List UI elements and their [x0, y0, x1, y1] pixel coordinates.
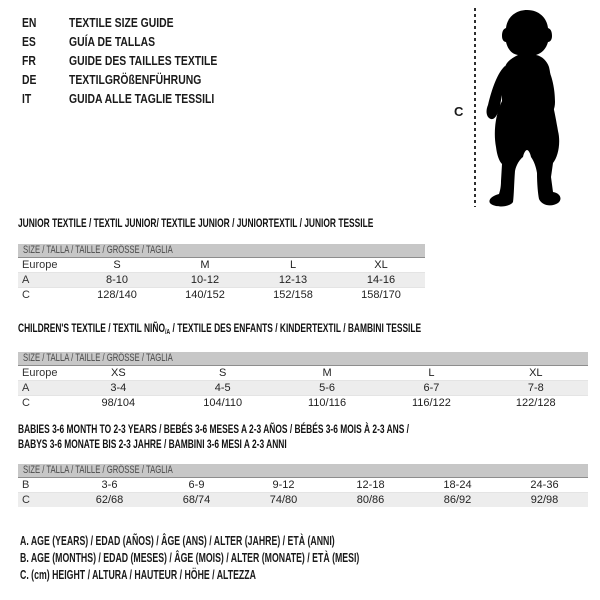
size-cell: L	[249, 258, 337, 273]
language-code: FR	[22, 53, 36, 68]
height-cell: 152/158	[273, 289, 313, 301]
height-cell: 128/140	[97, 289, 137, 301]
age-cell: 3-4	[66, 381, 170, 396]
language-code: ES	[22, 34, 36, 49]
size-cell: XL	[484, 366, 588, 381]
age-cell: 7-8	[484, 381, 588, 396]
height-cell: 158/170	[361, 289, 401, 301]
height-cell: 104/110	[203, 397, 243, 410]
size-cell: S	[73, 258, 161, 273]
legend-footnotes	[20, 533, 505, 584]
age-cell: 24-36	[501, 478, 588, 493]
junior-size-table	[18, 258, 425, 302]
height-cell: 98/104	[101, 397, 136, 410]
size-cell: M	[275, 366, 379, 381]
height-dashed-line	[474, 8, 476, 207]
language-row-fr	[22, 51, 254, 70]
age-cell: 6-7	[379, 381, 483, 396]
row-label: C	[22, 289, 30, 301]
size-header-bar: SIZE / TALLA / TAILLE / GRÖSSE / TAGLIA	[18, 464, 588, 478]
footnote-height: C. (cm) HEIGHT / ALTURA / HAUTEUR / HÖHE / ALTEZZA	[20, 568, 256, 582]
table-row-europe	[18, 366, 588, 381]
size-cell: XS	[66, 366, 170, 381]
age-cell: 5-6	[275, 381, 379, 396]
footnote-age-months: B. AGE (MONTHS) / EDAD (MESES) / ÂGE (MOIS) / ALTER (MONATE) / ETÀ (MESI)	[20, 551, 360, 565]
language-code: EN	[22, 15, 37, 30]
row-label: A	[18, 273, 73, 288]
height-cell: 74/80	[240, 493, 327, 508]
language-code: DE	[22, 72, 37, 87]
table-row-height	[18, 288, 425, 303]
height-cell: 122/128	[515, 397, 556, 410]
babies-size-table	[18, 478, 588, 507]
age-cell: 12-18	[327, 478, 414, 493]
language-row-it	[22, 89, 254, 108]
row-label: Europe	[18, 258, 73, 273]
nino-a-subscript: /A	[164, 327, 171, 337]
table-row-height	[18, 396, 588, 411]
babies-table-title: BABIES 3-6 MONTH TO 2-3 YEARS / BEBÉS 3-6 MESES A 2-3 AÑOS / BÉBÉS 3-6 MOIS À 2-3 ANS / BABYS 3-6 MONATE BIS 2-3 JAHRE / BAMBINI 3-6 MESI A 2-3 ANNI	[18, 422, 410, 451]
language-title: TEXTILE SIZE GUIDE	[69, 15, 174, 30]
row-label: C	[18, 493, 66, 508]
row-label: Europe	[18, 366, 66, 381]
babies-table-section	[18, 422, 588, 507]
language-row-de	[22, 70, 254, 89]
row-label: B	[18, 478, 66, 493]
age-cell: 14-16	[337, 273, 425, 288]
size-cell: L	[379, 366, 483, 381]
language-row-en	[22, 13, 254, 32]
height-cell: 92/98	[501, 493, 588, 508]
size-header-bar: SIZE / TALLA / TAILLE / GRÖSSE / TAGLIA	[18, 352, 588, 366]
table-row-age-months	[18, 478, 588, 493]
age-cell: 4-5	[171, 381, 275, 396]
age-cell: 8-10	[73, 273, 161, 288]
table-row-age	[18, 273, 425, 288]
language-title: GUIDE DES TAILLES TEXTILE	[69, 53, 218, 68]
row-label: A	[18, 381, 66, 396]
language-row-es	[22, 32, 254, 51]
children-table-title: CHILDREN'S TEXTILE / TEXTIL $NIÑO_{/A}$ / TEXTILE DES ENFANTS / KINDERTEXTIL / BAMBINI TESSILE	[18, 321, 422, 337]
language-title: GUÍA DE TALLAS	[69, 34, 156, 49]
height-cell: 140/152	[185, 289, 225, 301]
size-cell: S	[171, 366, 275, 381]
age-cell: 18-24	[414, 478, 501, 493]
junior-table-title: JUNIOR TEXTILE / TEXTIL JUNIOR/ TEXTILE JUNIOR / JUNIORTEXTIL / JUNIOR TESSILE	[18, 216, 374, 230]
age-cell: 9-12	[240, 478, 327, 493]
age-cell: 3-6	[66, 478, 153, 493]
language-code: IT	[22, 91, 32, 106]
height-cell: 110/116	[307, 397, 347, 410]
children-size-table	[18, 366, 588, 410]
age-cell: 10-12	[161, 273, 249, 288]
size-header-bar: SIZE / TALLA / TAILLE / GRÖSSE / TAGLIA	[18, 244, 425, 258]
junior-table-section	[18, 216, 425, 302]
size-cell: XL	[337, 258, 425, 273]
size-cell: M	[161, 258, 249, 273]
height-cell: 62/68	[66, 493, 153, 508]
height-measure-label: C	[454, 104, 464, 119]
table-row-age	[18, 381, 588, 396]
height-cell: 86/92	[414, 493, 501, 508]
baby-silhouette-icon	[482, 9, 572, 209]
height-cell: 116/122	[411, 397, 451, 410]
table-row-height	[18, 493, 588, 508]
language-title: TEXTILGRÖßENFÜHRUNG	[69, 72, 202, 87]
footnote-age-years: A. AGE (YEARS) / EDAD (AÑOS) / ÂGE (ANS) / ALTER (JAHRE) / ETÀ (ANNI)	[20, 534, 335, 548]
age-cell: 6-9	[153, 478, 240, 493]
children-table-section	[18, 321, 588, 410]
table-row-europe	[18, 258, 425, 273]
row-label: C	[22, 397, 30, 410]
language-legend	[22, 13, 254, 108]
height-cell: 68/74	[153, 493, 240, 508]
language-title: GUIDA ALLE TAGLIE TESSILI	[69, 91, 215, 106]
height-cell: 80/86	[327, 493, 414, 508]
age-cell: 12-13	[249, 273, 337, 288]
